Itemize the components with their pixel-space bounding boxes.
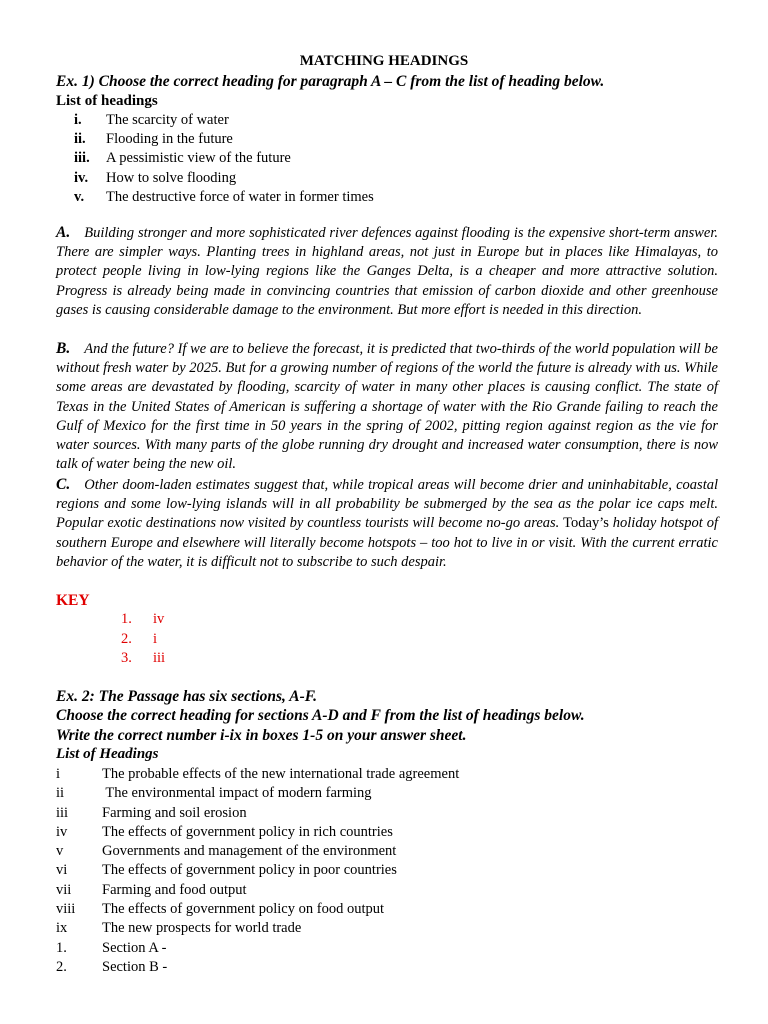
heading-number: ii xyxy=(56,785,65,802)
list-item xyxy=(121,630,165,650)
key-number: 3. xyxy=(121,650,132,666)
heading-text: The effects of government policy in rich countries xyxy=(102,823,393,840)
paragraph-text: Building stronger and more sophisticated river defences against flooding is the expensive short-term answer. There are simpler ways. Planting trees in highland areas, not just in Europe but in places like Himalayas, to protect people living in low-lying regions like the Ganges Delta, is a cheaper and more attractive solution. Progress is already being made in convincing countries that emission of carbon dioxide and other greenhouse gases is causing considerable damage to the environment. But more effort is needed in this direction. xyxy=(56,225,718,318)
heading-number: iv. xyxy=(74,169,89,186)
heading-number: iv xyxy=(56,823,68,840)
paragraph-letter: B. xyxy=(56,340,71,357)
list-item xyxy=(56,823,459,842)
answer-key-list xyxy=(121,610,165,669)
list-item xyxy=(56,804,459,823)
heading-number: i. xyxy=(74,112,82,128)
ex2-heading-list xyxy=(56,765,459,977)
list-item xyxy=(121,649,165,669)
list-item xyxy=(56,881,459,900)
heading-number: iii xyxy=(56,804,69,821)
key-answer: iv xyxy=(153,611,165,627)
paragraph-text: And the future? If we are to believe the forecast, it is predicted that two-thirds of the world population will be without fresh water by 2025. But for a growing number of regions of the world the future is already with us. While some areas are devastated by flooding, scarcity of water in many other places is causing conflict. The state of Texas in the United States of American is suffering a shortage of water with the Rio Grande failing to reach the Gulf of Mexico for the first time in 50 years in the spring of 2002, pitting region against region as the vie for water sources. With many parts of the globe running dry drought and increased water consumption, there is now talk of water being the new oil. xyxy=(56,341,718,473)
key-answer: iii xyxy=(153,650,166,666)
heading-text: The environmental impact of modern farming xyxy=(102,785,372,802)
heading-number: v xyxy=(56,843,64,860)
heading-text: Farming and soil erosion xyxy=(102,804,247,821)
heading-number: vi xyxy=(56,862,68,879)
list-item xyxy=(74,169,374,188)
heading-number: i xyxy=(56,766,61,782)
list-item xyxy=(56,900,459,919)
list-item xyxy=(121,610,165,630)
paragraph-text-continued: holiday hotspot of southern Europe and elsewhere will literally become hotspots – too hot to live in or visit. With the current erratic behavior of the water, it is difficult not to subscribe to such despair. xyxy=(56,515,718,570)
list-item xyxy=(56,765,459,784)
paragraph-letter: A. xyxy=(56,224,71,241)
heading-text: A pessimistic view of the future xyxy=(106,150,291,167)
list-item xyxy=(56,861,459,880)
heading-text: The scarcity of water xyxy=(106,112,229,128)
heading-text: Governments and management of the environment xyxy=(102,843,397,860)
heading-text: How to solve flooding xyxy=(106,169,237,186)
heading-text: The probable effects of the new international trade agreement xyxy=(102,766,460,782)
key-number: 1. xyxy=(121,611,132,627)
heading-number: iii. xyxy=(74,150,90,167)
answer-section-label: Section A - xyxy=(102,939,167,956)
heading-text: Farming and food output xyxy=(102,881,247,898)
answer-number: 1. xyxy=(56,939,67,956)
heading-number: ii. xyxy=(74,131,86,148)
list-item xyxy=(56,919,459,938)
heading-text: Flooding in the future xyxy=(106,131,233,148)
list-item xyxy=(56,784,459,803)
list-item xyxy=(56,842,459,861)
heading-number: v. xyxy=(74,188,85,205)
list-item xyxy=(74,149,374,168)
paragraph-letter: C. xyxy=(56,476,71,493)
key-number: 2. xyxy=(121,630,132,647)
ex2-list-title: List of Headings xyxy=(56,746,159,762)
key-answer: i xyxy=(153,630,158,647)
heading-number: viii xyxy=(56,901,76,918)
answer-number: 2. xyxy=(56,958,67,975)
ex1-heading-list xyxy=(74,111,374,207)
ex2-instruction: Choose the correct heading for sections A-D and F from the list of headings below. xyxy=(56,707,585,724)
ex1-instruction: Ex. 1) Choose the correct heading for paragraph A – C from the list of heading below. xyxy=(56,73,605,90)
list-item xyxy=(74,188,374,207)
page-title: MATCHING HEADINGS xyxy=(299,53,469,69)
paragraph-text: Other doom-laden estimates suggest that, while tropical areas will become drier and uninhabitable, coastal regions and some low-lying islands will in all probability be submerged by the sea as the polar ice caps melt. Popular exotic destinations now visited by countless tourists will become no-go areas. xyxy=(56,477,718,532)
answer-line-1 xyxy=(56,939,459,958)
paragraph-a xyxy=(56,223,718,320)
paragraph-b xyxy=(56,339,718,474)
heading-text: The new prospects for world trade xyxy=(102,920,302,937)
answer-key-label: KEY xyxy=(56,592,90,609)
heading-text: The effects of government policy in poor countries xyxy=(102,862,397,879)
list-item xyxy=(74,111,374,130)
heading-number: ix xyxy=(56,920,68,937)
ex2-answer-instruction: Write the correct number i-ix in boxes 1-5 on your answer sheet. xyxy=(56,727,467,744)
paragraph-c xyxy=(56,475,718,572)
heading-number: vii xyxy=(56,881,72,898)
heading-text: The effects of government policy on food output xyxy=(102,901,385,918)
heading-text: The destructive force of water in former times xyxy=(106,188,374,205)
answer-line-2 xyxy=(56,958,459,977)
list-item xyxy=(74,130,374,149)
answer-section-label: Section B - xyxy=(102,958,168,975)
paragraph-text-upright: Today’s xyxy=(563,515,609,532)
ex2-intro: Ex. 2: The Passage has six sections, A-F. xyxy=(56,688,317,705)
ex1-list-title: List of headings xyxy=(56,93,158,109)
